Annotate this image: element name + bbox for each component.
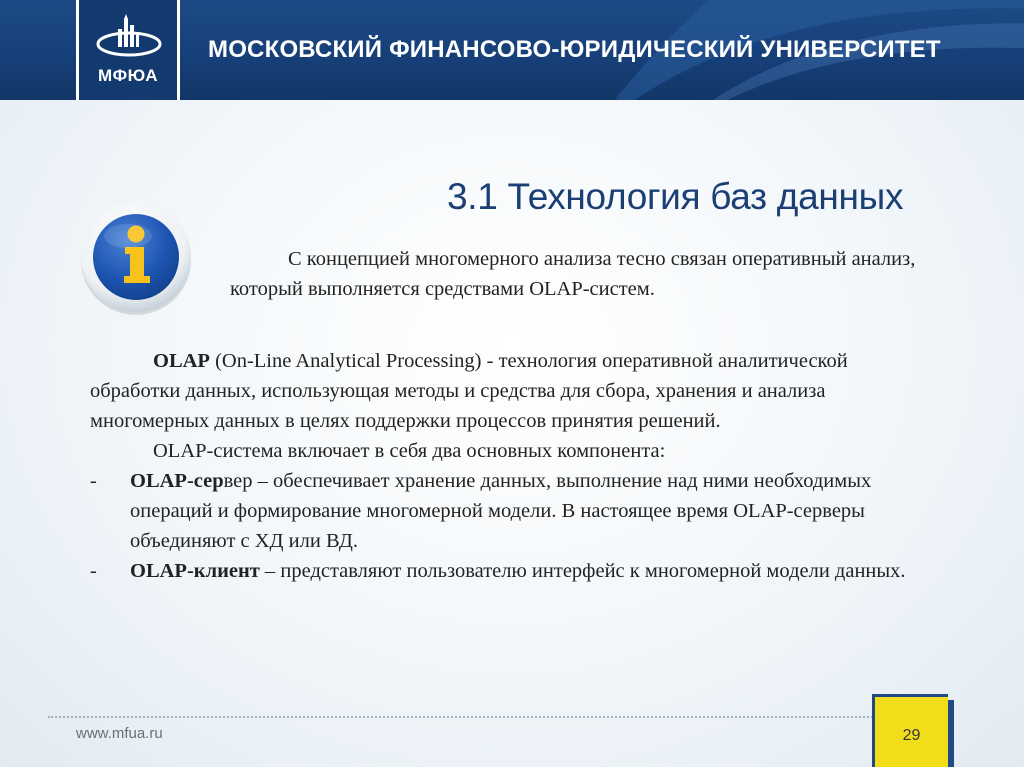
intro-paragraph	[230, 244, 930, 304]
footer-url-link[interactable]: www.mfua.ru	[76, 725, 163, 742]
bullet-dash: -	[90, 560, 97, 582]
page-number-box	[872, 694, 948, 767]
bullet-dash: -	[90, 470, 97, 492]
components-intro: OLAP-система включает в себя два основных компонента:	[153, 440, 666, 462]
intro-text: С концепцией многомерного анализа тесно связан оперативный анализ, который выполняется средствами OLAP-систем.	[230, 248, 916, 300]
bullet-term: OLAP-клиент	[130, 560, 260, 582]
list-item-olap-server	[90, 466, 930, 556]
page-box-accent	[948, 700, 954, 767]
logo-text: МФЮА	[97, 66, 159, 85]
university-name: МОСКОВСКИЙ ФИНАНСОВО-ЮРИДИЧЕСКИЙ УНИВЕРСИТЕТ	[208, 36, 941, 63]
bullet-term-rest: вер	[223, 470, 253, 492]
bullet-text: – обеспечивает хранение данных, выполнение над ними необходимых операций и формирование многомерной модели. В настоящее время OLAP-серверы объединяют с ХД или ВД.	[130, 470, 872, 552]
list-item-olap-client	[90, 556, 930, 586]
footer-divider	[48, 716, 948, 718]
bullet-term: OLAP-сер	[130, 470, 224, 492]
slide-title: 3.1 Технология баз данных	[447, 176, 904, 217]
slide-body	[90, 346, 930, 586]
olap-term: OLAP	[153, 350, 210, 372]
header-bar	[0, 0, 1024, 100]
university-logo[interactable]	[76, 0, 180, 100]
olap-definition-text: (On-Line Analytical Processing) - технология оперативной аналитической обработки данных, использующая методы и средства для сбора, хранения и анализа многомерных данных в целях поддержки процессов принятия решений.	[90, 350, 848, 432]
page-number: 29	[902, 727, 921, 744]
logo-emblem-icon	[93, 14, 165, 64]
info-icon	[78, 200, 194, 316]
olap-definition-paragraph	[90, 346, 930, 436]
bullet-text: – представляют пользователю интерфейс к многомерной модели данных.	[259, 560, 906, 582]
